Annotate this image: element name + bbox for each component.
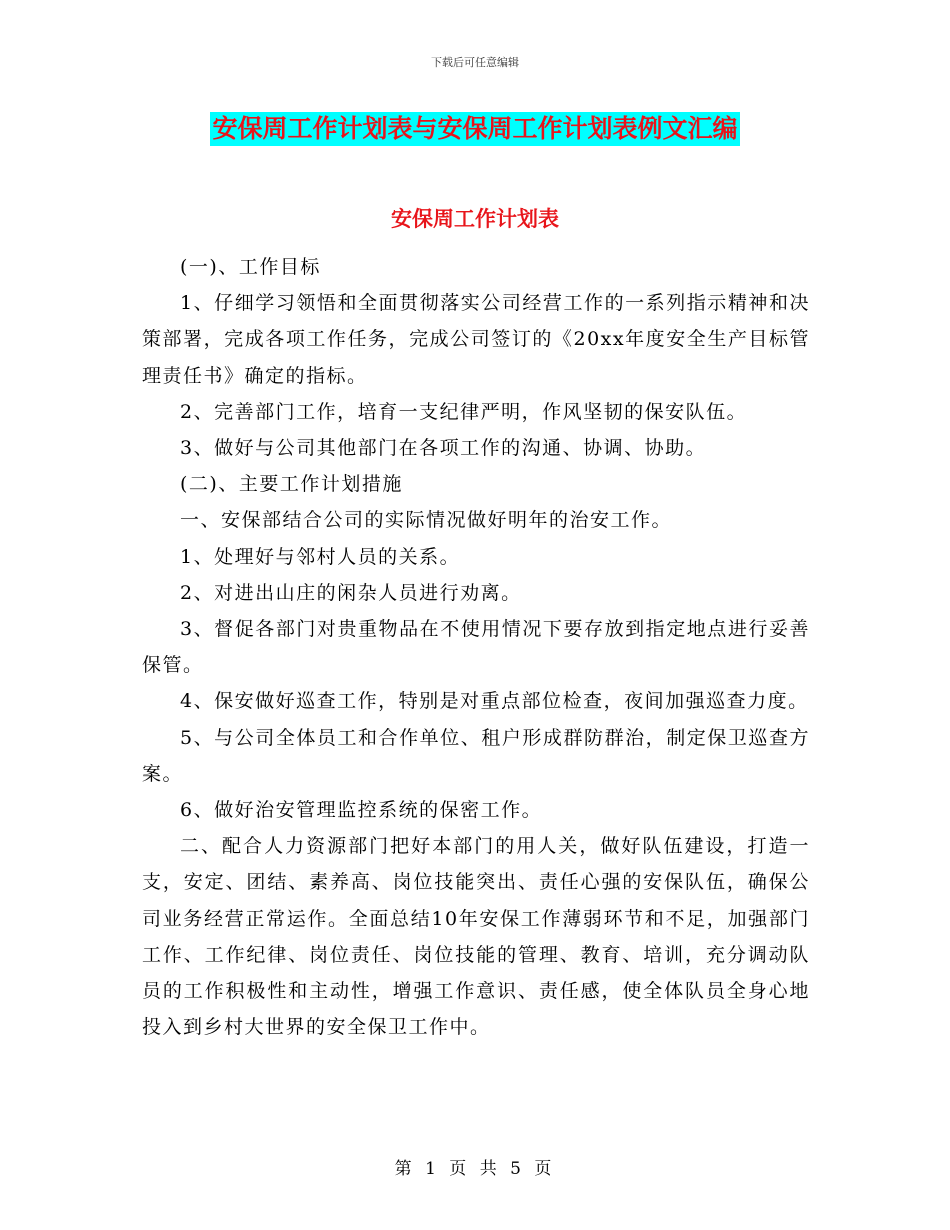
paragraph-measure-1: 1、处理好与邻村人员的关系。	[180, 545, 461, 568]
heading-work-goals: (一)、工作目标	[180, 256, 321, 278]
paragraph-goal-1: 1、仔细学习领悟和全面贯彻落实公司经营工作的一系列指示精神和决策部署，完成各项工作任务，完成公司签订的《20xx年度安全生产目标管理责任书》确定的指标。	[142, 292, 810, 387]
page-footer: 第 1 页 共 5 页	[394, 1159, 556, 1179]
document-title	[0, 112, 950, 146]
paragraph-measure-two: 二、配合人力资源部门把好本部门的用人关，做好队伍建设，打造一支，安定、团结、素养高、岗位技能突出、责任心强的安保队伍，确保公司业务经营正常运作。全面总结10年安保工作薄弱环节和不足，加强部门工作、工作纪律、岗位责任、岗位技能的管理、教育、培训，充分调动队员的工作积极性和主动性，增强工作意识、责任感，使全体队员全身心地投入到乡村大世界的安全保卫工作中。	[142, 835, 810, 1039]
paragraph-measure-3: 3、督促各部门对贵重物品在不使用情况下要存放到指定地点进行妥善保管。	[142, 618, 810, 677]
paragraph-goal-2: 2、完善部门工作，培育一支纪律严明，作风坚韧的保安队伍。	[180, 400, 748, 423]
paragraph-measure-4: 4、保安做好巡查工作，特别是对重点部位检查，夜间加强巡查力度。	[180, 690, 809, 713]
heading-work-measures: (二)、主要工作计划措施	[180, 473, 403, 496]
document-body	[142, 249, 810, 1045]
paragraph-measure-5: 5、与公司全体员工和合作单位、租户形成群防群治，制定保卫巡查方案。	[142, 726, 810, 785]
paragraph-measure-one: 一、安保部结合公司的实际情况做好明年的治安工作。	[180, 509, 673, 532]
paragraph-measure-6: 6、做好治安管理监控系统的保密工作。	[180, 799, 543, 822]
section-title: 安保周工作计划表	[391, 207, 559, 231]
document-title-text: 安保周工作计划表与安保周工作计划表例文汇编	[210, 112, 739, 146]
paragraph-measure-2: 2、对进出山庄的闲杂人员进行劝离。	[180, 581, 522, 604]
paragraph-goal-3: 3、做好与公司其他部门在各项工作的沟通、协调、协助。	[180, 437, 707, 460]
page-header-note: 下载后可任意编辑	[431, 56, 519, 69]
